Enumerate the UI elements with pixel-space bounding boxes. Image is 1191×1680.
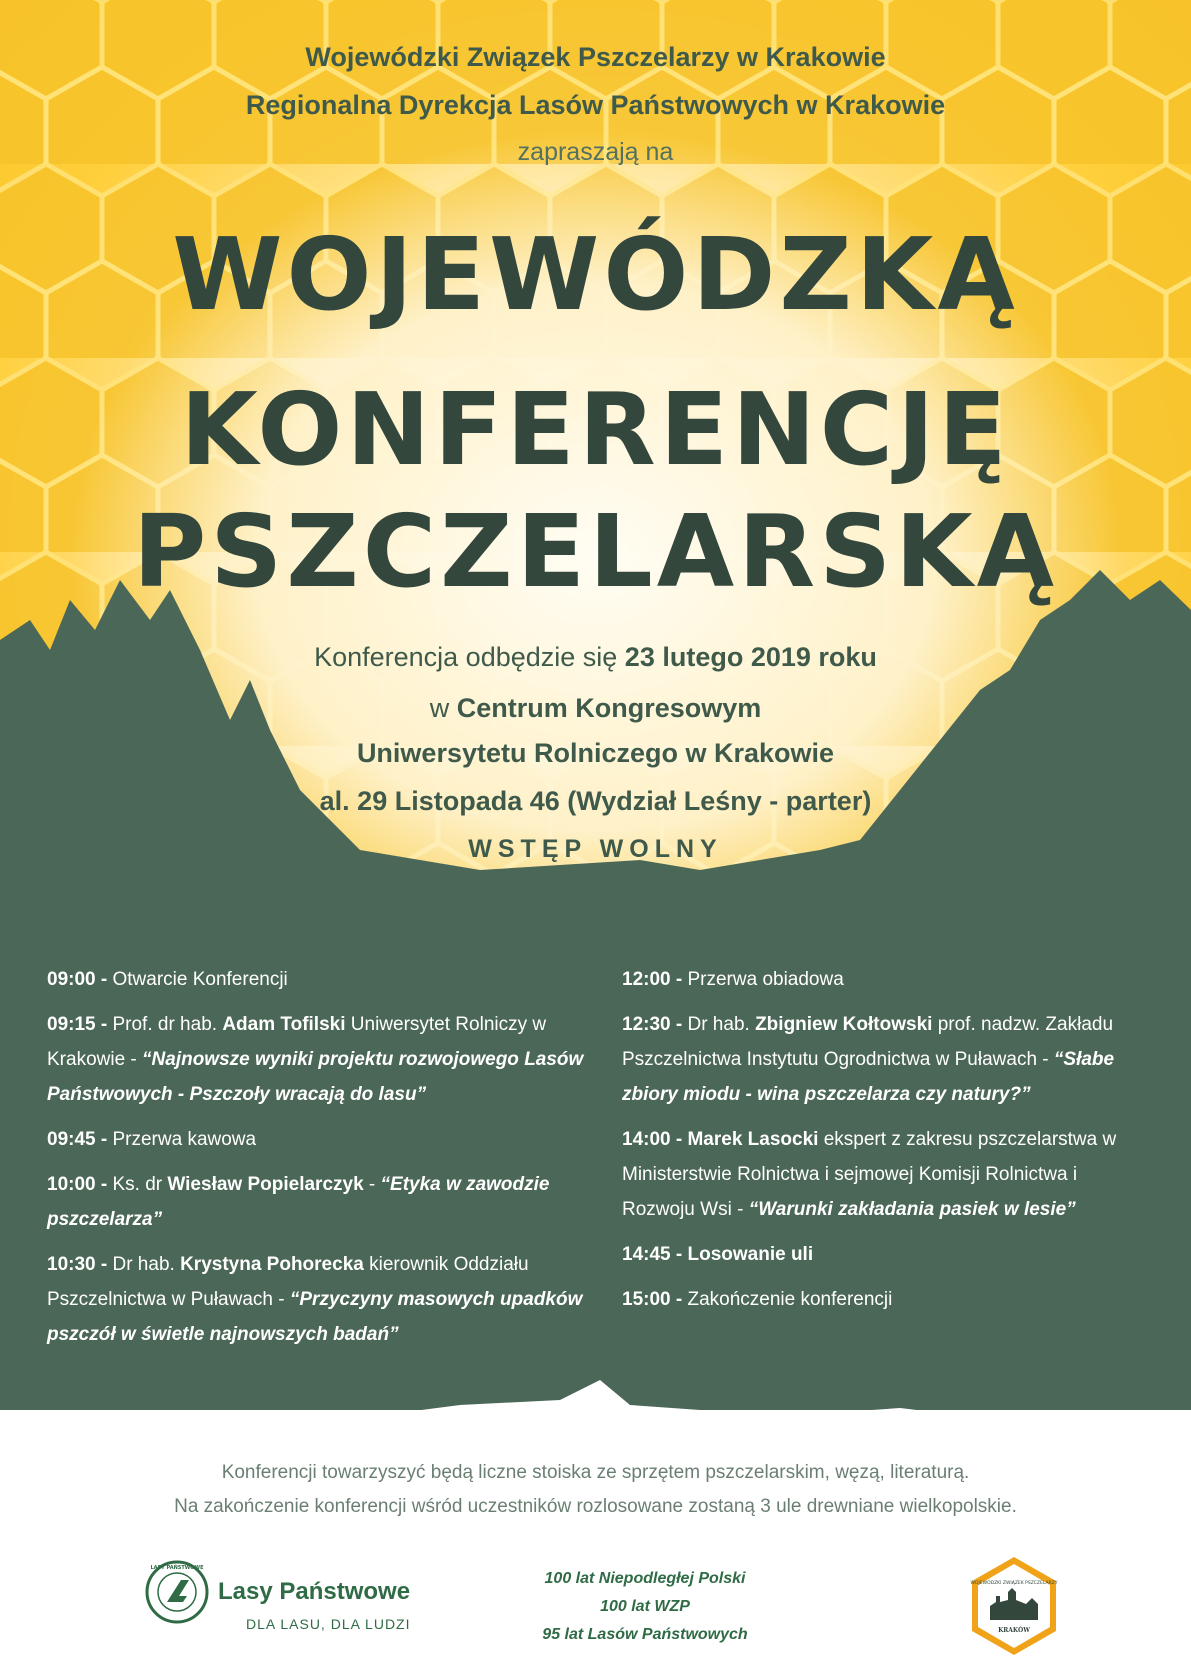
item-text: ekspert z zakresu pszczelarstwa w Ministerstwie Rolnictwa i sejmowej Komisji Rolnictwa i Rozwoju Wsi - [622, 1129, 1117, 1220]
item-time: 09:15 - [47, 1014, 108, 1035]
item-text: Otwarcie Konferencji [107, 969, 288, 990]
anniversary-2: 100 lat WZP [600, 1598, 690, 1615]
schedule-item [622, 1007, 1152, 1112]
badge-ring-text: WOJEWÓDZKI ZWIĄZEK PSZCZELARZY [970, 1581, 1058, 1586]
schedule-item [47, 1122, 592, 1157]
lasy-panstwowe-logo-icon [145, 1560, 209, 1624]
free-entry: WSTĘP WOLNY [468, 835, 723, 863]
item-time: 10:30 - [47, 1254, 108, 1275]
title-line-3: PSZCZELARSKĄ [132, 493, 1059, 610]
talk-title: “Przyczyny masowych upadków pszczół w świetle najnowszych badań” [47, 1289, 583, 1345]
organizer-1: Wojewódzki Związek Pszczelarzy w Krakowie [305, 42, 886, 72]
item-text: Przerwa obiadowa [682, 969, 844, 990]
info-place-prefix: w [429, 693, 457, 723]
speaker-name: Krystyna Pohorecka [180, 1254, 364, 1275]
item-text: Przerwa kawowa [107, 1129, 257, 1150]
badge-city-text: KRAKÓW [998, 1627, 1030, 1634]
item-text: Prof. dr hab. [107, 1014, 223, 1035]
info-date [0, 642, 1191, 673]
schedule-item [47, 1167, 592, 1237]
item-text: Uniwersytet Rolniczy w Krakowie - [47, 1014, 547, 1070]
item-text: Dr hab. [682, 1014, 756, 1035]
item-time: 14:00 - [622, 1129, 683, 1150]
speaker-name: Adam Tofilski [222, 1014, 346, 1035]
item-text: Dr hab. [107, 1254, 181, 1275]
organizer-2: Regionalna Dyrekcja Lasów Państwowych w Krakowie [245, 90, 946, 120]
info-university: Uniwersytetu Rolniczego w Krakowie [356, 738, 835, 768]
speaker-name: Zbigniew Kołtowski [755, 1014, 933, 1035]
schedule-item [47, 962, 592, 997]
item-time: 12:30 - [622, 1014, 683, 1035]
anniversary-3: 95 lat Lasów Państwowych [542, 1626, 748, 1643]
speaker-name: Marek Lasocki [687, 1129, 819, 1150]
item-time: 15:00 - [622, 1289, 683, 1310]
grass-edge [0, 1370, 1191, 1450]
info-place [0, 693, 1191, 724]
item-time: 12:00 - [622, 969, 683, 990]
schedule-item [622, 962, 1152, 997]
item-time: 10:00 - [47, 1174, 108, 1195]
item-text: kierownik Oddziału Pszczelnictwa w Puławach - [47, 1254, 529, 1310]
schedule-item [622, 1122, 1152, 1227]
item-time: 14:45 - [622, 1244, 683, 1265]
footer-note-1: Konferencji towarzyszyć będą liczne stoiska ze sprzętem pszczelarskim, węzą, literaturą. [221, 1462, 970, 1483]
info-date-prefix: Konferencja odbędzie się [314, 642, 625, 672]
talk-title: “Najnowsze wyniki projektu rozwojowego Lasów Państwowych - Pszczoły wracają do lasu” [47, 1049, 584, 1105]
speaker-name: Wiesław Popielarczyk [167, 1174, 364, 1195]
title-line-2: KONFERENCJĘ [180, 371, 1011, 488]
lp-subtitle: DLA LASU, DLA LUDZI [246, 1616, 411, 1632]
schedule-left [47, 962, 592, 1362]
footer-note-2: Na zakończenie konferencji wśród uczestników rozlosowane zostaną 3 ule drewniane wielkopolskie. [174, 1496, 1017, 1517]
wzp-krakow-badge-icon [968, 1554, 1060, 1658]
item-text: - [363, 1174, 381, 1195]
item-text: prof. nadzw. Zakładu Pszczelnictwa Instytutu Ogrodnictwa w Puławach - [622, 1014, 1114, 1070]
talk-title: “Etyka w zawodzie pszczelarza” [47, 1174, 550, 1230]
item-text: Zakończenie konferencji [682, 1289, 893, 1310]
info-place-value: Centrum Kongresowym [456, 693, 762, 723]
item-time: 09:45 - [47, 1129, 108, 1150]
lp-logo-ring-text: LASY PAŃSTWOWE [150, 1565, 204, 1571]
item-time: 09:00 - [47, 969, 108, 990]
talk-title: “Słabe zbiory miodu - wina pszczelarza czy natury?” [622, 1049, 1115, 1105]
talk-title: “Warunki zakładania pasiek w lesie” [748, 1199, 1076, 1220]
title-line-1: WOJEWÓDZKĄ [172, 216, 1019, 333]
item-text: Ks. dr [107, 1174, 168, 1195]
anniversary-1: 100 lat Niepodległej Polski [544, 1570, 746, 1587]
info-address: al. 29 Listopada 46 (Wydział Leśny - parter) [319, 786, 872, 816]
invite-text: zapraszają na [517, 138, 674, 166]
schedule-item [47, 1007, 592, 1112]
schedule-item [47, 1247, 592, 1352]
schedule-item [622, 1282, 1152, 1317]
lp-title: Lasy Państwowe [218, 1578, 411, 1605]
item-text: Losowanie uli [682, 1244, 814, 1265]
schedule-item [622, 1237, 1152, 1272]
info-date-value: 23 lutego 2019 roku [624, 642, 877, 672]
schedule-right [622, 962, 1152, 1327]
